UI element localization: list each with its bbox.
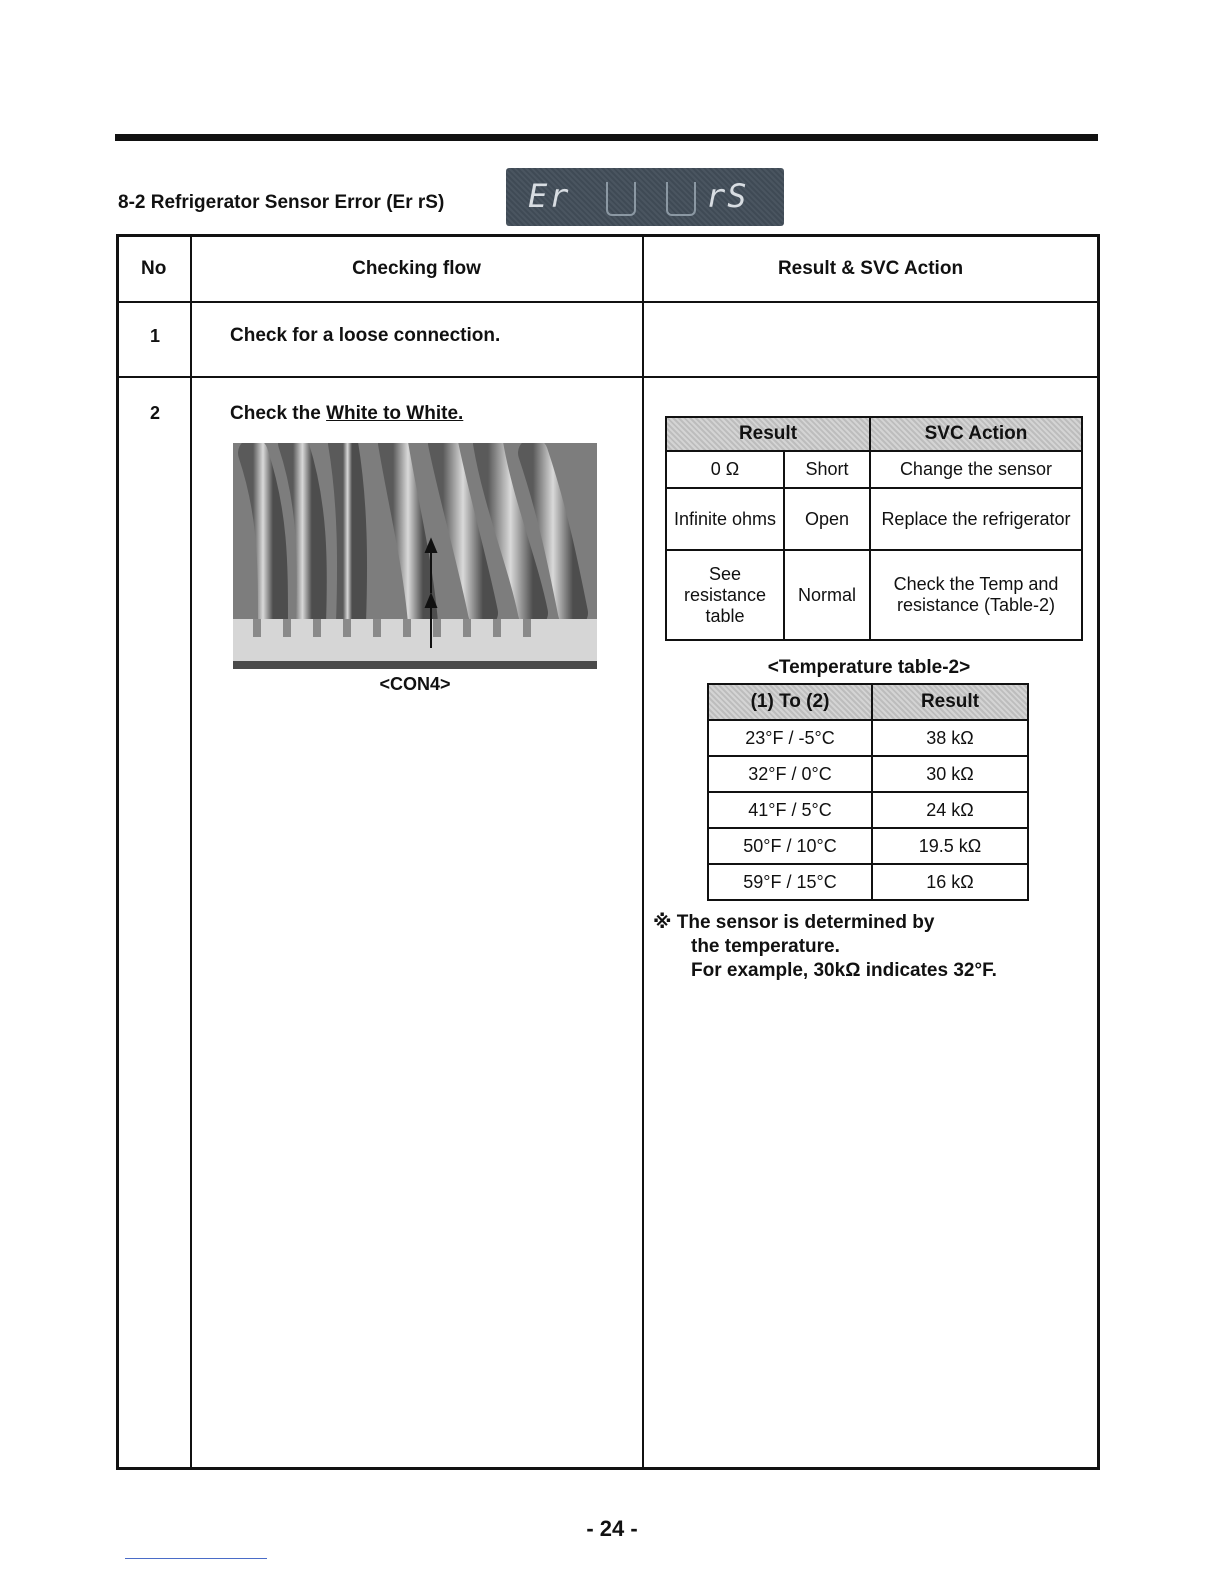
photo-caption: <CON4> xyxy=(379,674,451,694)
temp-cell: 23°F / -5°C xyxy=(708,720,872,756)
resistance-cell: 24 kΩ xyxy=(872,792,1028,828)
top-rule xyxy=(115,134,1098,141)
svc-cell-action: Replace the refrigerator xyxy=(870,488,1082,550)
temp-cell: 59°F / 15°C xyxy=(708,864,872,900)
svc-cell-state: Normal xyxy=(784,550,870,640)
temp-header-range: (1) To (2) xyxy=(708,684,872,720)
header-no: No xyxy=(141,258,167,279)
svc-header-result: Result xyxy=(666,417,870,451)
resistance-cell: 19.5 kΩ xyxy=(872,828,1028,864)
note-line-2: the temperature. xyxy=(691,936,840,957)
header-checking-flow: Checking flow xyxy=(352,258,481,279)
troubleshooting-table xyxy=(116,234,1100,1470)
temp-cell: 41°F / 5°C xyxy=(708,792,872,828)
svc-cell-action: Check the Temp and resistance (Table-2) xyxy=(870,550,1082,640)
row-1-flow: Check for a loose connection. xyxy=(230,325,501,346)
connector-photo xyxy=(233,443,597,669)
white-to-white-link[interactable]: White to White. xyxy=(326,403,464,424)
svc-cell-action: Change the sensor xyxy=(870,451,1082,488)
temperature-table xyxy=(707,683,1029,901)
note-line-1: ※ The sensor is determined by xyxy=(653,912,935,933)
resistance-cell: 30 kΩ xyxy=(872,756,1028,792)
row-2-no: 2 xyxy=(150,403,161,423)
svc-action-table xyxy=(665,416,1083,641)
resistance-cell: 38 kΩ xyxy=(872,720,1028,756)
svc-cell-value: 0 Ω xyxy=(666,451,784,488)
column-divider xyxy=(642,237,644,1467)
svc-cell-state: Short xyxy=(784,451,870,488)
svc-cell-value: See resistance table xyxy=(666,550,784,640)
header-result-action: Result & SVC Action xyxy=(777,258,964,279)
resistance-cell: 16 kΩ xyxy=(872,864,1028,900)
display-code-right: rS xyxy=(706,177,749,215)
water-cup-icon xyxy=(606,182,636,216)
temp-cell: 32°F / 0°C xyxy=(708,756,872,792)
temp-header-result: Result xyxy=(872,684,1028,720)
svc-cell-value: Infinite ohms xyxy=(666,488,784,550)
footer-link-rule xyxy=(125,1558,267,1559)
display-code-left: Er xyxy=(528,177,571,215)
svc-header-action: SVC Action xyxy=(870,417,1082,451)
row-divider xyxy=(119,301,1097,303)
temp-cell: 50°F / 10°C xyxy=(708,828,872,864)
row-divider xyxy=(119,376,1097,378)
temperature-table-title: <Temperature table-2> xyxy=(767,657,971,678)
note-line-3: For example, 30kΩ indicates 32°F. xyxy=(691,960,997,981)
sensor-note xyxy=(653,911,997,983)
ice-cup-icon xyxy=(666,182,696,216)
error-display-panel xyxy=(506,168,784,226)
page-number: - 24 - xyxy=(586,1516,638,1541)
row-2-flow-prefix: Check the xyxy=(230,403,327,424)
row-2-flow xyxy=(230,403,463,425)
svc-cell-state: Open xyxy=(784,488,870,550)
section-title: 8-2 Refrigerator Sensor Error (Er rS) xyxy=(118,192,445,213)
row-1-no: 1 xyxy=(150,326,161,346)
column-divider xyxy=(190,237,192,1467)
